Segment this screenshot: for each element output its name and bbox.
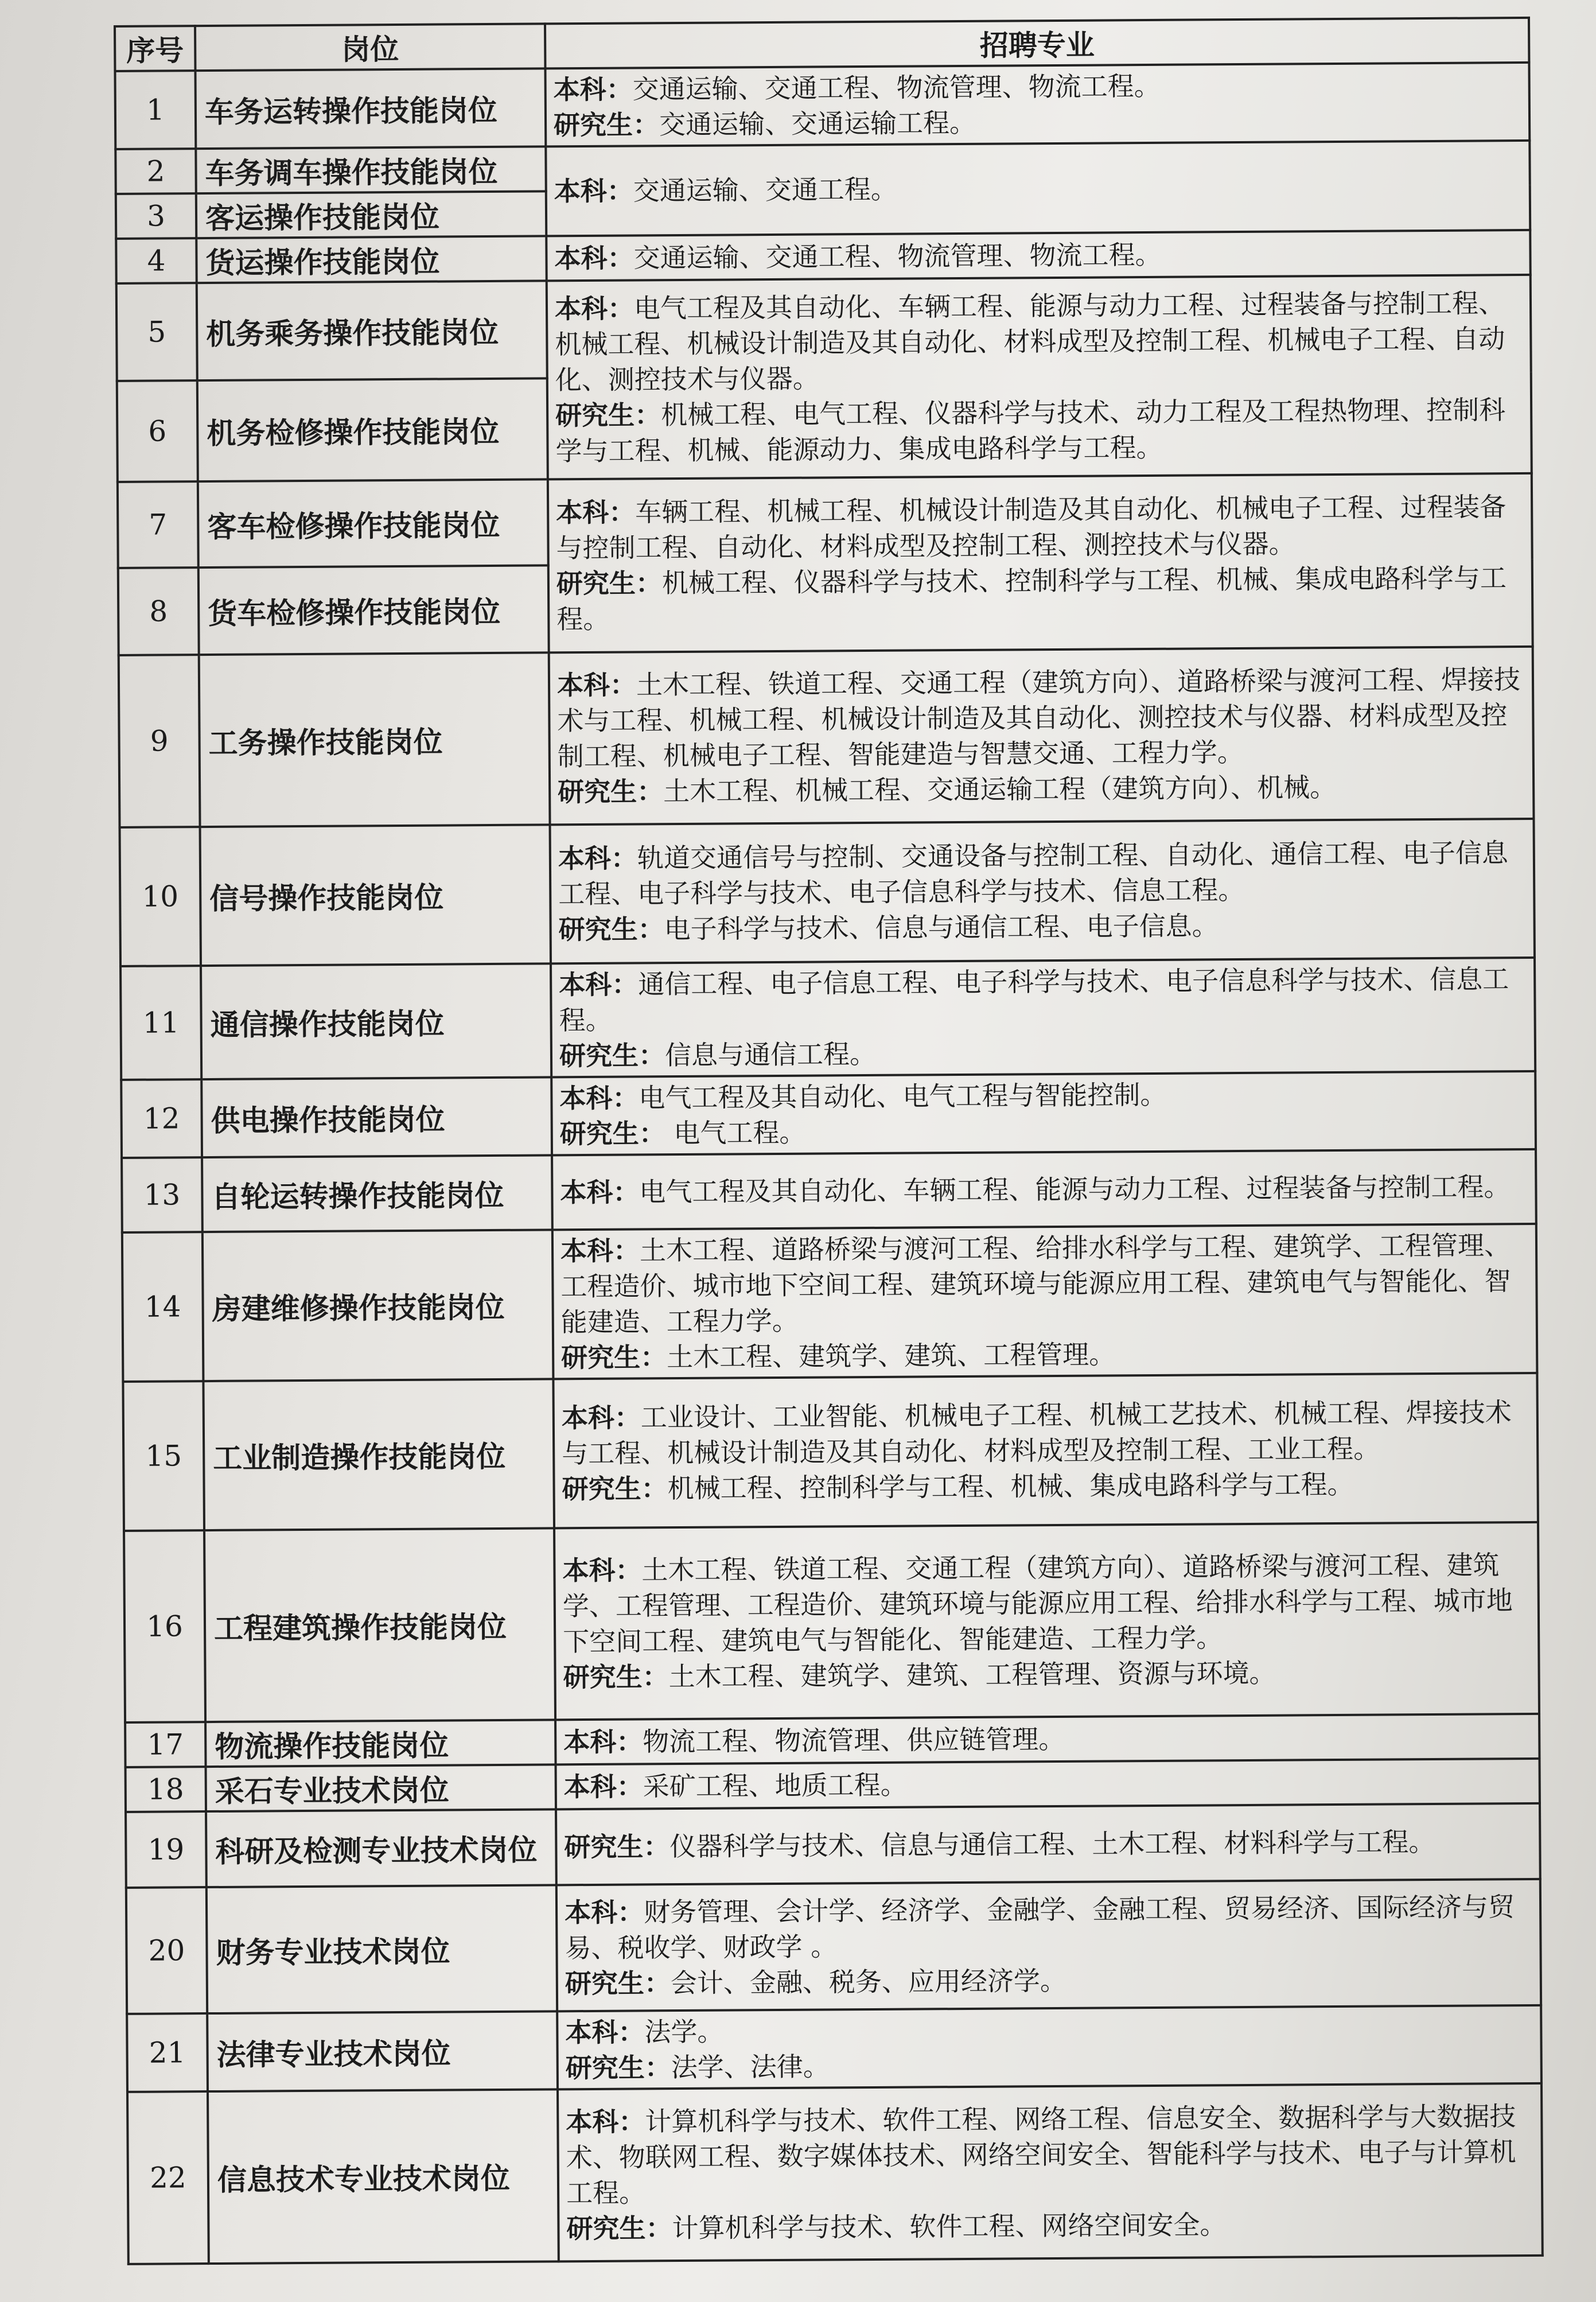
- postgrad-majors: 电子科学与技术、信息与通信工程、电子信息。: [664, 910, 1219, 945]
- position-name: 通信操作技能岗位: [201, 963, 551, 1079]
- postgrad-majors: 会计、金融、税务、应用经济学。: [670, 1965, 1067, 1999]
- postgrad-line: [564, 1823, 1531, 1865]
- table-row: [123, 1373, 1538, 1531]
- row-number: 5: [116, 283, 197, 381]
- postgrad-majors: 交通运输、交通运输工程。: [659, 107, 976, 141]
- row-number: 19: [126, 1811, 207, 1888]
- major-cell: [549, 647, 1534, 825]
- position-name: 车务调车操作技能岗位: [196, 146, 546, 193]
- undergrad-majors: 计算机科学与技术、软件工程、网络工程、信息安全、数据科学与大数据技术、物联网工程、数字媒体技术、网络空间安全、智能科学与技术、电子与计算机工程。: [566, 2101, 1516, 2209]
- position-name: 法律专业技术岗位: [207, 2011, 558, 2091]
- postgrad-label: 研究生：: [565, 2052, 671, 2084]
- undergrad-majors: 通信工程、电子信息工程、电子科学与技术、电子信息科学与技术、信息工程。: [559, 963, 1509, 1036]
- position-name: 机务乘务操作技能岗位: [197, 281, 547, 380]
- position-name: 财务专业技术岗位: [207, 1885, 557, 2013]
- position-name: 客车检修操作技能岗位: [198, 479, 548, 567]
- position-name: 房建维修操作技能岗位: [203, 1230, 554, 1381]
- postgrad-label: 研究生：: [558, 913, 664, 946]
- position-name: 车务运转操作技能岗位: [195, 68, 546, 149]
- undergrad-majors: 交通运输、交通工程、物流管理、物流工程。: [632, 70, 1161, 105]
- postgrad-label: 研究生：: [566, 2212, 672, 2245]
- major-cell: [546, 141, 1530, 236]
- undergrad-majors: 电气工程及其自动化、车辆工程、能源与动力工程、过程装备与控制工程。: [639, 1171, 1511, 1208]
- undergrad-line: [563, 1718, 1530, 1760]
- undergrad-line: [566, 2098, 1533, 2211]
- major-cell: [548, 473, 1533, 652]
- undergrad-majors: 土木工程、道路桥梁与渡河工程、给排水科学与工程、建筑学、工程管理、工程造价、城市地下空间工程、建筑环境与能源应用工程、建筑电气与智能化、智能建造、工程力学。: [560, 1230, 1511, 1338]
- position-name: 客运操作技能岗位: [196, 191, 546, 238]
- row-number: 9: [119, 655, 200, 827]
- row-number: 3: [116, 193, 196, 239]
- undergrad-majors: 交通运输、交通工程。: [633, 173, 897, 207]
- postgrad-majors: 计算机科学与技术、软件工程、网络空间安全。: [672, 2209, 1227, 2244]
- row-number: 4: [116, 238, 196, 283]
- undergrad-line: [560, 1227, 1528, 1340]
- header-number: 序号: [115, 26, 195, 71]
- table-row: [116, 230, 1530, 283]
- postgrad-line: [558, 768, 1524, 810]
- undergrad-label: 本科：: [563, 1771, 643, 1803]
- undergrad-label: 本科：: [553, 73, 633, 106]
- row-number: 15: [123, 1381, 204, 1531]
- position-name: 工务操作技能岗位: [199, 652, 550, 827]
- undergrad-majors: 车辆工程、机械工程、机械设计制造及其自动化、机械电子工程、过程装备与控制工程、自动化、材料成型及控制工程、测控技术与仪器。: [556, 491, 1507, 564]
- undergrad-majors: 电气工程及其自动化、电气工程与智能控制。: [639, 1079, 1167, 1114]
- document-sheet: [114, 17, 1541, 2265]
- postgrad-label: 研究生：: [561, 1341, 667, 1374]
- undergrad-majors: 财务管理、会计学、经济学、金融学、金融工程、贸易经济、国际经济与贸易、税收学、财政学 。: [565, 1891, 1515, 1964]
- row-number: 20: [126, 1887, 207, 2014]
- major-cell: [556, 1803, 1540, 1885]
- table-row: [120, 819, 1535, 966]
- undergrad-label: 本科：: [559, 969, 639, 1001]
- postgrad-line: [566, 2044, 1532, 2086]
- table-row: [115, 63, 1529, 149]
- undergrad-majors: 采矿工程、地质工程。: [643, 1769, 907, 1802]
- row-number: 17: [125, 1722, 205, 1767]
- table-row: [119, 647, 1534, 827]
- postgrad-majors: 土木工程、建筑学、建筑、工程管理、资源与环境。: [668, 1657, 1276, 1693]
- undergrad-line: [565, 1889, 1532, 1966]
- major-cell: [551, 1071, 1536, 1155]
- postgrad-line: [559, 1032, 1526, 1074]
- major-cell: [557, 2005, 1541, 2089]
- undergrad-label: 本科：: [565, 2016, 645, 2048]
- postgrad-label: 研究生：: [562, 1473, 668, 1505]
- table-row: [121, 1071, 1536, 1158]
- table-row: [126, 1759, 1540, 1812]
- recruitment-table: [114, 17, 1544, 2265]
- row-number: 13: [122, 1157, 203, 1232]
- postgrad-line: [555, 392, 1523, 469]
- table-row: [116, 275, 1531, 381]
- position-name: 信息技术专业技术岗位: [208, 2089, 559, 2264]
- row-number: 7: [118, 481, 198, 568]
- postgrad-label: 研究生：: [556, 567, 663, 600]
- undergrad-line: [556, 489, 1523, 566]
- major-cell: [551, 958, 1535, 1077]
- undergrad-line: [560, 1169, 1527, 1210]
- undergrad-label: 本科：: [562, 1554, 642, 1586]
- major-cell: [550, 819, 1535, 963]
- postgrad-majors: 仪器科学与技术、信息与通信工程、土木工程、材料科学与工程。: [669, 1826, 1435, 1862]
- row-number: 6: [117, 380, 198, 482]
- major-cell: [547, 275, 1532, 479]
- undergrad-label: 本科：: [556, 496, 636, 528]
- table-header-row: [115, 18, 1529, 71]
- postgrad-label: 研究生：: [565, 1967, 671, 2000]
- row-number: 10: [120, 827, 201, 966]
- postgrad-line: [556, 560, 1524, 637]
- undergrad-majors: 土木工程、铁道工程、交通工程（建筑方向）、道路桥梁与渡河工程、建筑学、工程管理、工程造价、建筑环境与能源应用工程、给排水科学与工程、城市地下空间工程、建筑电气与智能化、智能建造、工程力学。: [562, 1549, 1513, 1658]
- postgrad-line: [561, 1334, 1528, 1375]
- table-row: [115, 141, 1529, 194]
- postgrad-label: 研究生：: [558, 776, 664, 808]
- row-number: 1: [115, 71, 196, 149]
- undergrad-line: [562, 1394, 1529, 1471]
- postgrad-line: [566, 2205, 1533, 2246]
- postgrad-majors: 机械工程、控制科学与工程、机械、集成电路科学与工程。: [667, 1468, 1354, 1504]
- undergrad-majors: 法学。: [644, 2016, 724, 2048]
- undergrad-line: [564, 1763, 1531, 1805]
- position-name: 供电操作技能岗位: [201, 1077, 552, 1157]
- major-cell: [552, 1224, 1537, 1379]
- postgrad-label: 研究生：: [559, 1040, 665, 1072]
- postgrad-label: 研究生：: [559, 1118, 665, 1150]
- header-major: 招聘专业: [545, 18, 1529, 68]
- undergrad-line: [558, 835, 1525, 912]
- undergrad-majors: 电气工程及其自动化、车辆工程、能源与动力工程、过程装备与控制工程、机械工程、机械设计制造及其自动化、材料成型及控制工程、机械电子工程、自动化、测控技术与仪器。: [555, 287, 1505, 396]
- position-name: 自轮运转操作技能岗位: [202, 1155, 552, 1232]
- postgrad-line: [558, 906, 1525, 947]
- position-name: 货车检修操作技能岗位: [198, 565, 549, 655]
- undergrad-line: [565, 2009, 1532, 2050]
- undergrad-label: 本科：: [556, 669, 637, 701]
- table-row: [125, 1714, 1539, 1767]
- undergrad-line: [559, 1075, 1526, 1116]
- postgrad-majors: 电气工程。: [665, 1117, 806, 1149]
- postgrad-majors: 机械工程、电气工程、仪器科学与技术、动力工程及工程热物理、控制科学与工程、机械、能源动力、集成电路科学与工程。: [555, 394, 1506, 467]
- postgrad-majors: 法学、法律。: [671, 2051, 830, 2083]
- table-row: [120, 958, 1535, 1080]
- position-name: 货运操作技能岗位: [196, 236, 546, 283]
- row-number: 21: [127, 2013, 208, 2092]
- postgrad-label: 研究生：: [564, 1831, 670, 1863]
- undergrad-majors: 物流工程、物流管理、供应链管理。: [643, 1723, 1065, 1757]
- postgrad-line: [563, 1654, 1529, 1695]
- undergrad-majors: 土木工程、铁道工程、交通工程（建筑方向）、道路桥梁与渡河工程、焊接技术与工程、机械工程、机械设计制造及其自动化、测控技术与仪器、材料成型及控制工程、机械电子工程、智能建造与智慧交通、工程力学。: [557, 664, 1521, 772]
- postgrad-line: [560, 1110, 1527, 1152]
- row-number: 2: [115, 149, 196, 194]
- undergrad-line: [562, 1547, 1529, 1659]
- position-name: 工业制造操作技能岗位: [203, 1379, 554, 1530]
- header-position: 岗位: [195, 24, 545, 71]
- undergrad-label: 本科：: [558, 842, 638, 874]
- undergrad-label: 本科：: [560, 1176, 640, 1208]
- postgrad-line: [554, 102, 1520, 143]
- undergrad-majors: 工业设计、工业智能、机械电子工程、机械工艺技术、机械工程、焊接技术与工程、机械设计制造及其自动化、材料成型及控制工程、工业工程。: [562, 1397, 1512, 1469]
- postgrad-majors: 信息与通信工程。: [664, 1038, 877, 1071]
- table-row: [122, 1149, 1536, 1232]
- undergrad-line: [554, 66, 1520, 107]
- undergrad-label: 本科：: [566, 2106, 645, 2138]
- position-name: 信号操作技能岗位: [200, 825, 551, 966]
- row-number: 22: [127, 2091, 209, 2264]
- undergrad-label: 本科：: [564, 1896, 644, 1928]
- position-name: 采石专业技术岗位: [206, 1764, 556, 1811]
- row-number: 14: [122, 1232, 204, 1382]
- position-name: 机务检修操作技能岗位: [197, 378, 548, 481]
- postgrad-label: 研究生：: [553, 109, 660, 141]
- major-cell: [552, 1149, 1536, 1230]
- row-number: 18: [126, 1767, 206, 1812]
- table-row: [127, 2083, 1543, 2264]
- position-name: 科研及检测专业技术岗位: [206, 1809, 556, 1887]
- undergrad-label: 本科：: [554, 293, 634, 325]
- major-cell: [545, 63, 1529, 146]
- undergrad-label: 本科：: [554, 242, 634, 274]
- undergrad-label: 本科：: [554, 175, 633, 207]
- postgrad-label: 研究生：: [555, 399, 661, 431]
- table-row: [126, 1803, 1540, 1888]
- major-cell: [558, 2083, 1543, 2261]
- major-cell: [556, 1759, 1540, 1809]
- undergrad-line: [559, 961, 1526, 1038]
- undergrad-line: [555, 285, 1522, 398]
- postgrad-majors: 机械工程、仪器科学与技术、控制科学与工程、机械、集成电路科学与工程。: [556, 562, 1507, 635]
- undergrad-label: 本科：: [561, 1402, 641, 1434]
- table-row: [122, 1224, 1537, 1382]
- undergrad-line: [557, 662, 1524, 774]
- position-name: 工程建筑操作技能岗位: [204, 1528, 555, 1722]
- undergrad-label: 本科：: [559, 1082, 639, 1114]
- row-number: 12: [121, 1079, 202, 1158]
- undergrad-line: [554, 235, 1521, 276]
- row-number: 11: [120, 966, 201, 1080]
- major-cell: [555, 1714, 1539, 1764]
- postgrad-majors: 土木工程、建筑学、建筑、工程管理。: [667, 1339, 1116, 1373]
- undergrad-majors: 轨道交通信号与控制、交通设备与控制工程、自动化、通信工程、电子信息工程、电子科学与技术、电子信息科学与技术、信息工程。: [558, 837, 1509, 910]
- position-name: 物流操作技能岗位: [205, 1720, 555, 1767]
- major-cell: [554, 1522, 1539, 1720]
- row-number: 8: [118, 567, 199, 655]
- undergrad-line: [554, 168, 1521, 209]
- undergrad-majors: 交通运输、交通工程、物流管理、物流工程。: [633, 239, 1162, 274]
- row-number: 16: [124, 1530, 205, 1722]
- major-cell: [553, 1373, 1538, 1528]
- postgrad-majors: 土木工程、机械工程、交通运输工程（建筑方向）、机械。: [663, 772, 1337, 807]
- table-row: [127, 2005, 1541, 2092]
- undergrad-label: 本科：: [563, 1726, 643, 1758]
- undergrad-label: 本科：: [560, 1235, 640, 1267]
- postgrad-line: [562, 1465, 1528, 1507]
- table-row: [126, 1879, 1541, 2014]
- major-cell: [546, 230, 1530, 281]
- postgrad-line: [565, 1960, 1532, 2001]
- table-row: [118, 473, 1532, 568]
- major-cell: [556, 1879, 1541, 2011]
- postgrad-label: 研究生：: [563, 1661, 669, 1693]
- table-row: [124, 1522, 1539, 1722]
